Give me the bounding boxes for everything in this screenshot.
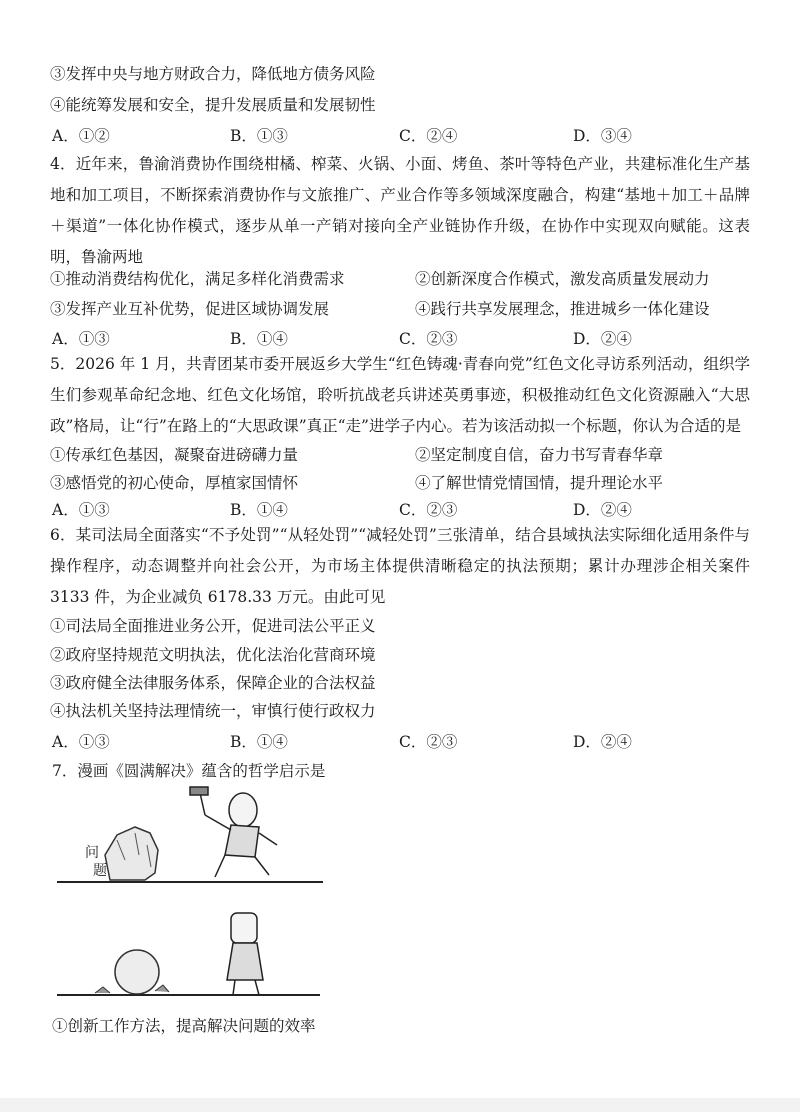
- choice-a[interactable]: A．①③: [52, 330, 110, 348]
- q6-option-1: ①司法局全面推进业务公开，促进司法公平正义: [50, 617, 376, 635]
- rock-label-2: 题: [93, 864, 107, 879]
- q4-stem: 4．近年来，鲁渝消费协作围绕柑橘、榨菜、火锅、小面、烤鱼、茶叶等特色产业，共建标准化生产基地和加工项目，不断探索消费协作与文旅推广、产业合作等多领域深度融合，构建“基地＋加工＋品牌＋渠道”一体化协作模式，逐步从单一产销对接向全产业链协作升级，在协作中实现双向赋能。这表明，鲁渝两地: [50, 155, 750, 266]
- choice-b[interactable]: B．①④: [230, 330, 288, 348]
- choice-a[interactable]: A．①③: [52, 733, 110, 751]
- q3-option-3: ③发挥中央与地方财政合力，降低地方债务风险: [50, 65, 376, 83]
- q5-option-2: ②坚定制度自信，奋力书写青春华章: [415, 446, 664, 464]
- cartoon-illustration: [55, 785, 335, 1010]
- q4-option-1: ①推动消费结构优化，满足多样化消费需求: [50, 270, 345, 288]
- choice-c[interactable]: C．②③: [399, 733, 458, 751]
- q4-option-2: ②创新深度合作模式，激发高质量发展动力: [415, 270, 710, 288]
- rock-label-1: 问: [85, 846, 99, 861]
- choice-a[interactable]: A．①③: [52, 501, 110, 519]
- standing-man: [227, 913, 263, 995]
- choice-d[interactable]: D．②④: [573, 501, 632, 519]
- q6-option-4: ④执法机关坚持法理情统一，审慎行使行政权力: [50, 702, 376, 720]
- page-bottom-band: [0, 1098, 800, 1112]
- q6-option-2: ②政府坚持规范文明执法，优化法治化营商环境: [50, 646, 376, 664]
- q7-stem: 7．漫画《圆满解决》蕴含的哲学启示是: [52, 762, 326, 780]
- problem-rock: [105, 827, 158, 880]
- q5-option-3: ③感悟党的初心使命，厚植家国情怀: [50, 474, 299, 492]
- choice-b[interactable]: B．①③: [230, 127, 288, 145]
- choice-a[interactable]: A．①②: [52, 127, 110, 145]
- choice-d[interactable]: D．②④: [573, 330, 632, 348]
- q5-stem: 5．2026 年 1 月，共青团某市委开展返乡大学生“红色铸魂·青春向党”红色文化寻访系列活动，组织学生们参观革命纪念地、红色文化场馆，聆听抗战老兵讲述英勇事迹，积极推动红色文化资源融入“大思政”格局，让“行”在路上的“大思政课”真正“走”进学子内心。若为该活动拟一个标题，你认为合适的是: [50, 355, 750, 435]
- q3-option-4: ④能统筹发展和安全，提升发展质量和发展韧性: [50, 96, 376, 114]
- choice-d[interactable]: D．②④: [573, 733, 632, 751]
- choice-b[interactable]: B．①④: [230, 733, 288, 751]
- choice-d[interactable]: D．③④: [573, 127, 632, 145]
- man-with-hammer: [190, 787, 277, 877]
- round-ball: [115, 950, 159, 994]
- choice-c[interactable]: C．②④: [399, 127, 458, 145]
- q5-option-1: ①传承红色基因，凝聚奋进磅礴力量: [50, 446, 299, 464]
- q4-option-3: ③发挥产业互补优势，促进区域协调发展: [50, 300, 330, 318]
- q4-option-4: ④践行共享发展理念，推进城乡一体化建设: [415, 300, 710, 318]
- q7-option-1: ①创新工作方法，提高解决问题的效率: [52, 1017, 316, 1035]
- choice-c[interactable]: C．②③: [399, 501, 458, 519]
- q6-option-3: ③政府健全法律服务体系，保障企业的合法权益: [50, 674, 376, 692]
- q6-stem: 6．某司法局全面落实“不予处罚”“从轻处罚”“减轻处罚”三张清单，结合县域执法实际细化适用条件与操作程序，动态调整并向社会公开，为市场主体提供清晰稳定的执法预期；累计办理涉企相关案件 3133 件，为企业减负 6178.33 万元。由此可见: [50, 526, 750, 606]
- choice-c[interactable]: C．②③: [399, 330, 458, 348]
- choice-b[interactable]: B．①④: [230, 501, 288, 519]
- q5-option-4: ④了解世情党情国情，提升理论水平: [415, 474, 664, 492]
